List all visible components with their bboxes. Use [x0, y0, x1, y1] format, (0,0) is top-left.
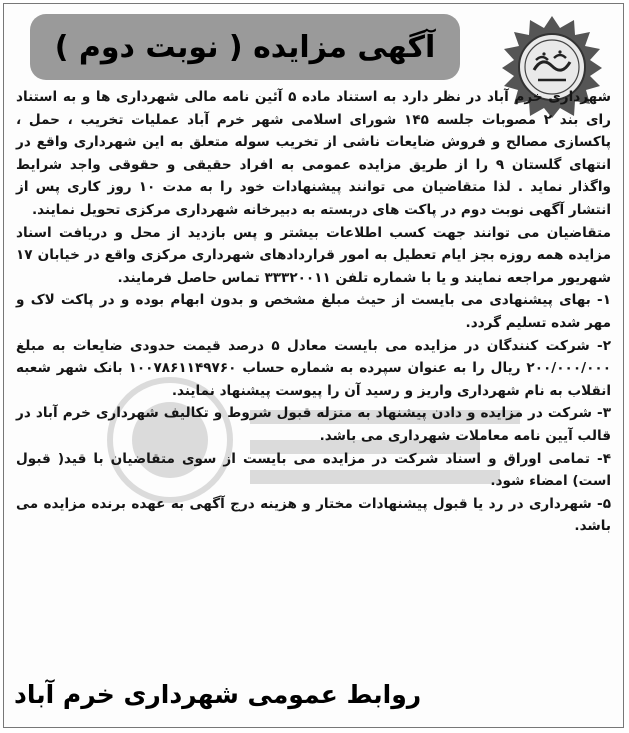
footer-text: روابط عمومی شهرداری خرم آباد [14, 680, 422, 709]
notice-body [16, 86, 611, 538]
footer-signature [14, 680, 614, 709]
condition-5: ۵- شهرداری در رد یا قبول پیشنهادات مختار و هزینه درج آگهی به عهده برنده مزایده می باشد. [16, 495, 611, 535]
condition-1: ۱- بهای پیشنهادی می بایست از حیث مبلغ مشخص و بدون ابهام بوده و در پاکت لاک و مهر شده تسلیم گردد. [16, 292, 611, 331]
notice-title: آگهی مزایده ( نوبت دوم ) [54, 29, 436, 65]
condition-2: ۲- شرکت کنندگان در مزایده می بایست معادل ۵ درصد قیمت حدودی ضایعات به مبلغ ۲۰۰/۰۰۰/۰۰۰ ریال را به عنوان سپرده به شماره حساب ۱۰۰۷۸۶۱۱۴۹۷۶۰ بانک شهر شعبه انقلاب به نام شهرداری واریز و رسید آن را پیوست پیشنهاد نمایند. [16, 337, 612, 399]
intro-paragraph: شهرداری خرم آباد در نظر دارد به استناد ماده ۵ آئین نامه مالی شهرداری ها و به استناد رای بند ۲ مصوبات جلسه ۱۴۵ شورای اسلامی شهر خرم آباد عملیات تخریب ، حمل ، پاکسازی مصالح و فروش ضایعات ناشی از تخریب سوله متعلق به این شهرداری واقع در انتهای گلستان ۹ را از طریق مزایده عمومی به افراد حقیقی و حقوقی واجد شرایط واگذار نماید . لذا متقاضیان می توانند پیشنهادات خود را به مدت ۱۰ روز کاری پس از انتشار آگهی نوبت دوم در پاکت های دربسته به دبیرخانه شهرداری مرکزی تحویل نمایند. [16, 89, 612, 218]
condition-3: ۳- شرکت در مزایده و دادن پیشنهاد به منزله قبول شروط و تکالیف شهرداری خرم آباد در قالب آیین نامه معاملات شهرداری می باشد. [16, 405, 611, 444]
condition-4: ۴- تمامی اوراق و اسناد شرکت در مزایده می بایست از سوی متقاضیان با قید( قبول است) امضاء شود. [16, 450, 611, 490]
contact-paragraph: متقاضیان می توانند جهت کسب اطلاعات بیشتر و پس بازدید از محل و دریافت اسناد مزایده همه روزه بجز ایام تعطیل به امور قراردادهای شهرداری مرکزی واقع در خیابان ۱۷ شهریور مراجعه نمایند و یا با شماره تلفن ۳۳۳۲۰۰۱۱ تماس حاصل فرمایند. [16, 224, 611, 286]
notice-title-box [30, 14, 460, 80]
